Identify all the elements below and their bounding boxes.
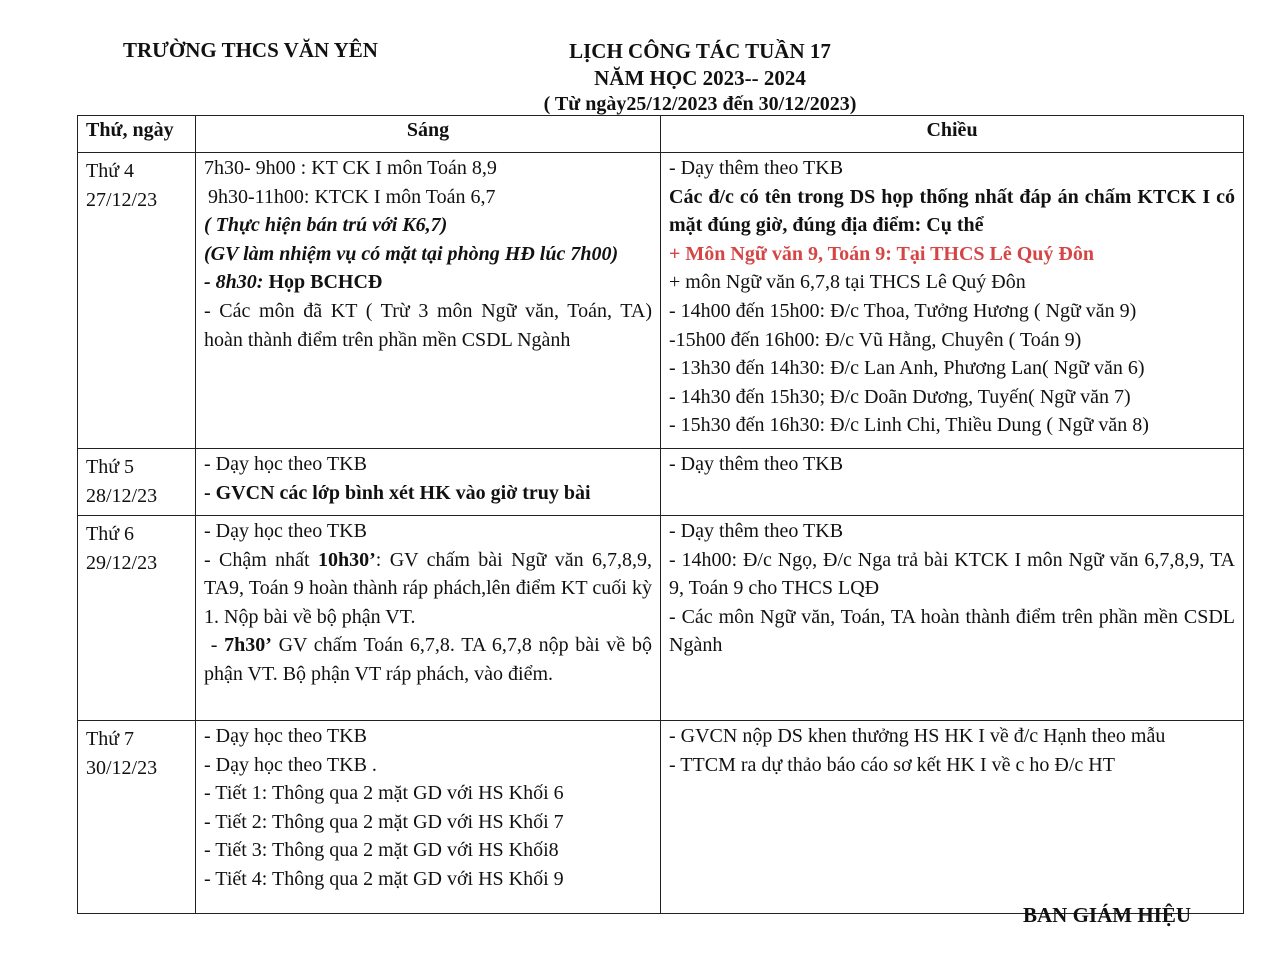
- morning-line: - Dạy học theo TKB .: [204, 753, 377, 776]
- morning-line: - Tiết 2: Thông qua 2 mặt GD với HS Khối 7: [204, 810, 564, 833]
- afternoon-line: - 14h30 đến 15h30; Đ/c Doãn Dương, Tuyến( Ngữ văn 7): [669, 385, 1131, 408]
- signature-label: BAN GIÁM HIỆU: [1023, 903, 1192, 927]
- morning-line: - Tiết 1: Thông qua 2 mặt GD với HS Khối 6: [204, 782, 564, 805]
- morning-line: - Dạy học theo TKB: [204, 453, 367, 475]
- afternoon-cell: [661, 721, 1244, 914]
- afternoon-line: - 14h00 đến 15h00: Đ/c Thoa, Tưởng Hương ( Ngữ văn 9): [669, 299, 1137, 322]
- time-highlight: 7h30’: [224, 634, 272, 657]
- afternoon-line: - TTCM ra dự thảo báo cáo sơ kết HK I về c ho Đ/c HT: [669, 753, 1115, 776]
- day-label: Thứ 4: [86, 160, 135, 182]
- school-name: TRƯỜNG THCS VĂN YÊN: [123, 38, 378, 62]
- morning-line: - Dạy học theo TKB: [204, 725, 367, 747]
- day-date: 29/12/23: [86, 552, 158, 574]
- morning-cell: [196, 516, 661, 721]
- school-year: NĂM HỌC 2023-- 2024: [594, 66, 806, 90]
- afternoon-line: Các đ/c có tên trong DS họp thống nhất đáp án chấm KTCK I có mặt đúng giờ, đúng địa điểm: Cụ thể: [669, 185, 1235, 237]
- text-fragment: : GV chấm bài Ngữ văn 6,7,8,9, TA9, Toán 9 hoàn thành ráp phách,lên điểm KT cuối kỳ 1. Nộp bài về bộ phận VT.: [204, 548, 652, 628]
- text-fragment: -: [204, 634, 225, 657]
- time-highlight: - 8h30:: [204, 271, 264, 294]
- afternoon-line-highlight: + Môn Ngữ văn 9, Toán 9: Tại THCS Lê Quý Đôn: [669, 242, 1094, 265]
- table-row: [78, 153, 1244, 449]
- morning-line: [204, 631, 652, 688]
- time-highlight: 10h30’: [317, 548, 376, 571]
- afternoon-line: - 15h30 đến 16h30: Đ/c Linh Chi, Thiều Dung ( Ngữ văn 8): [669, 414, 1149, 437]
- afternoon-line: - Các môn Ngữ văn, Toán, TA hoàn thành điểm trên phần mền CSDL Ngành: [669, 605, 1235, 657]
- morning-line: - Dạy học theo TKB: [204, 520, 367, 542]
- table-row: [78, 721, 1244, 914]
- afternoon-line: - 14h00: Đ/c Ngọ, Đ/c Nga trả bài KTCK I môn Ngữ văn 6,7,8,9, TA 9, Toán 9 cho THCS LQĐ: [669, 548, 1235, 600]
- afternoon-line: - Dạy thêm theo TKB: [669, 453, 844, 475]
- afternoon-line: - Dạy thêm theo TKB: [669, 520, 844, 542]
- afternoon-line: - Dạy thêm theo TKB: [669, 157, 844, 179]
- afternoon-line: - 13h30 đến 14h30: Đ/c Lan Anh, Phương Lan( Ngữ văn 6): [669, 357, 1145, 380]
- table-header-row: [78, 116, 1244, 153]
- day-label: Thứ 6: [86, 523, 135, 545]
- afternoon-cell: [661, 449, 1244, 516]
- day-date: 27/12/23: [86, 189, 158, 211]
- date-range: ( Từ ngày25/12/2023 đến 30/12/2023): [543, 93, 857, 115]
- morning-line: - Tiết 4: Thông qua 2 mặt GD với HS Khối 9: [204, 867, 564, 890]
- document-title-block: [440, 38, 960, 116]
- morning-line: (GV làm nhiệm vụ có mặt tại phòng HĐ lúc 7h00): [204, 242, 619, 265]
- morning-line: - GVCN các lớp bình xét HK vào giờ truy bài: [204, 481, 591, 504]
- day-cell: [78, 516, 196, 721]
- day-label: Thứ 7: [86, 728, 135, 750]
- afternoon-cell: [661, 153, 1244, 449]
- table-row: [78, 449, 1244, 516]
- afternoon-line: -15h00 đến 16h00: Đ/c Vũ Hằng, Chuyên ( Toán 9): [669, 328, 1082, 351]
- meeting-label: Họp BCHCĐ: [263, 271, 383, 294]
- text-fragment: GV chấm Toán 6,7,8. TA 6,7,8 nộp bài về bộ phận VT. Bộ phận VT ráp phách, vào điểm.: [204, 634, 652, 685]
- header-morning: Sáng: [196, 116, 661, 153]
- morning-cell: [196, 721, 661, 914]
- afternoon-line: + môn Ngữ văn 6,7,8 tại THCS Lê Quý Đôn: [669, 271, 1026, 294]
- morning-line: 7h30- 9h00 : KT CK I môn Toán 8,9: [204, 157, 497, 179]
- table-row: [78, 516, 1244, 721]
- day-date: 30/12/23: [86, 757, 158, 779]
- morning-line: ( Thực hiện bán trú với K6,7): [204, 214, 448, 237]
- schedule-table: [77, 115, 1244, 914]
- afternoon-cell: [661, 516, 1244, 721]
- morning-line: [204, 268, 652, 297]
- morning-line: - Các môn đã KT ( Trừ 3 môn Ngữ văn, Toán, TA) hoàn thành điểm trên phần mền CSDL Ngành: [204, 299, 652, 351]
- text-fragment: - Chậm nhất: [204, 548, 318, 571]
- day-date: 28/12/23: [86, 485, 158, 507]
- morning-cell: [196, 153, 661, 449]
- morning-line: - Tiết 3: Thông qua 2 mặt GD với HS Khối8: [204, 839, 559, 862]
- day-label: Thứ 5: [86, 456, 135, 478]
- morning-line: 9h30-11h00: KTCK I môn Toán 6,7: [208, 185, 496, 208]
- morning-line: [204, 546, 652, 632]
- afternoon-line: - GVCN nộp DS khen thưởng HS HK I về đ/c Hạnh theo mẫu: [669, 725, 1166, 747]
- header-day: Thứ, ngày: [78, 116, 196, 153]
- day-cell: [78, 721, 196, 914]
- morning-cell: [196, 449, 661, 516]
- day-cell: [78, 153, 196, 449]
- day-cell: [78, 449, 196, 516]
- header-afternoon: Chiều: [661, 116, 1244, 153]
- document-title: LỊCH CÔNG TÁC TUẦN 17: [569, 39, 831, 63]
